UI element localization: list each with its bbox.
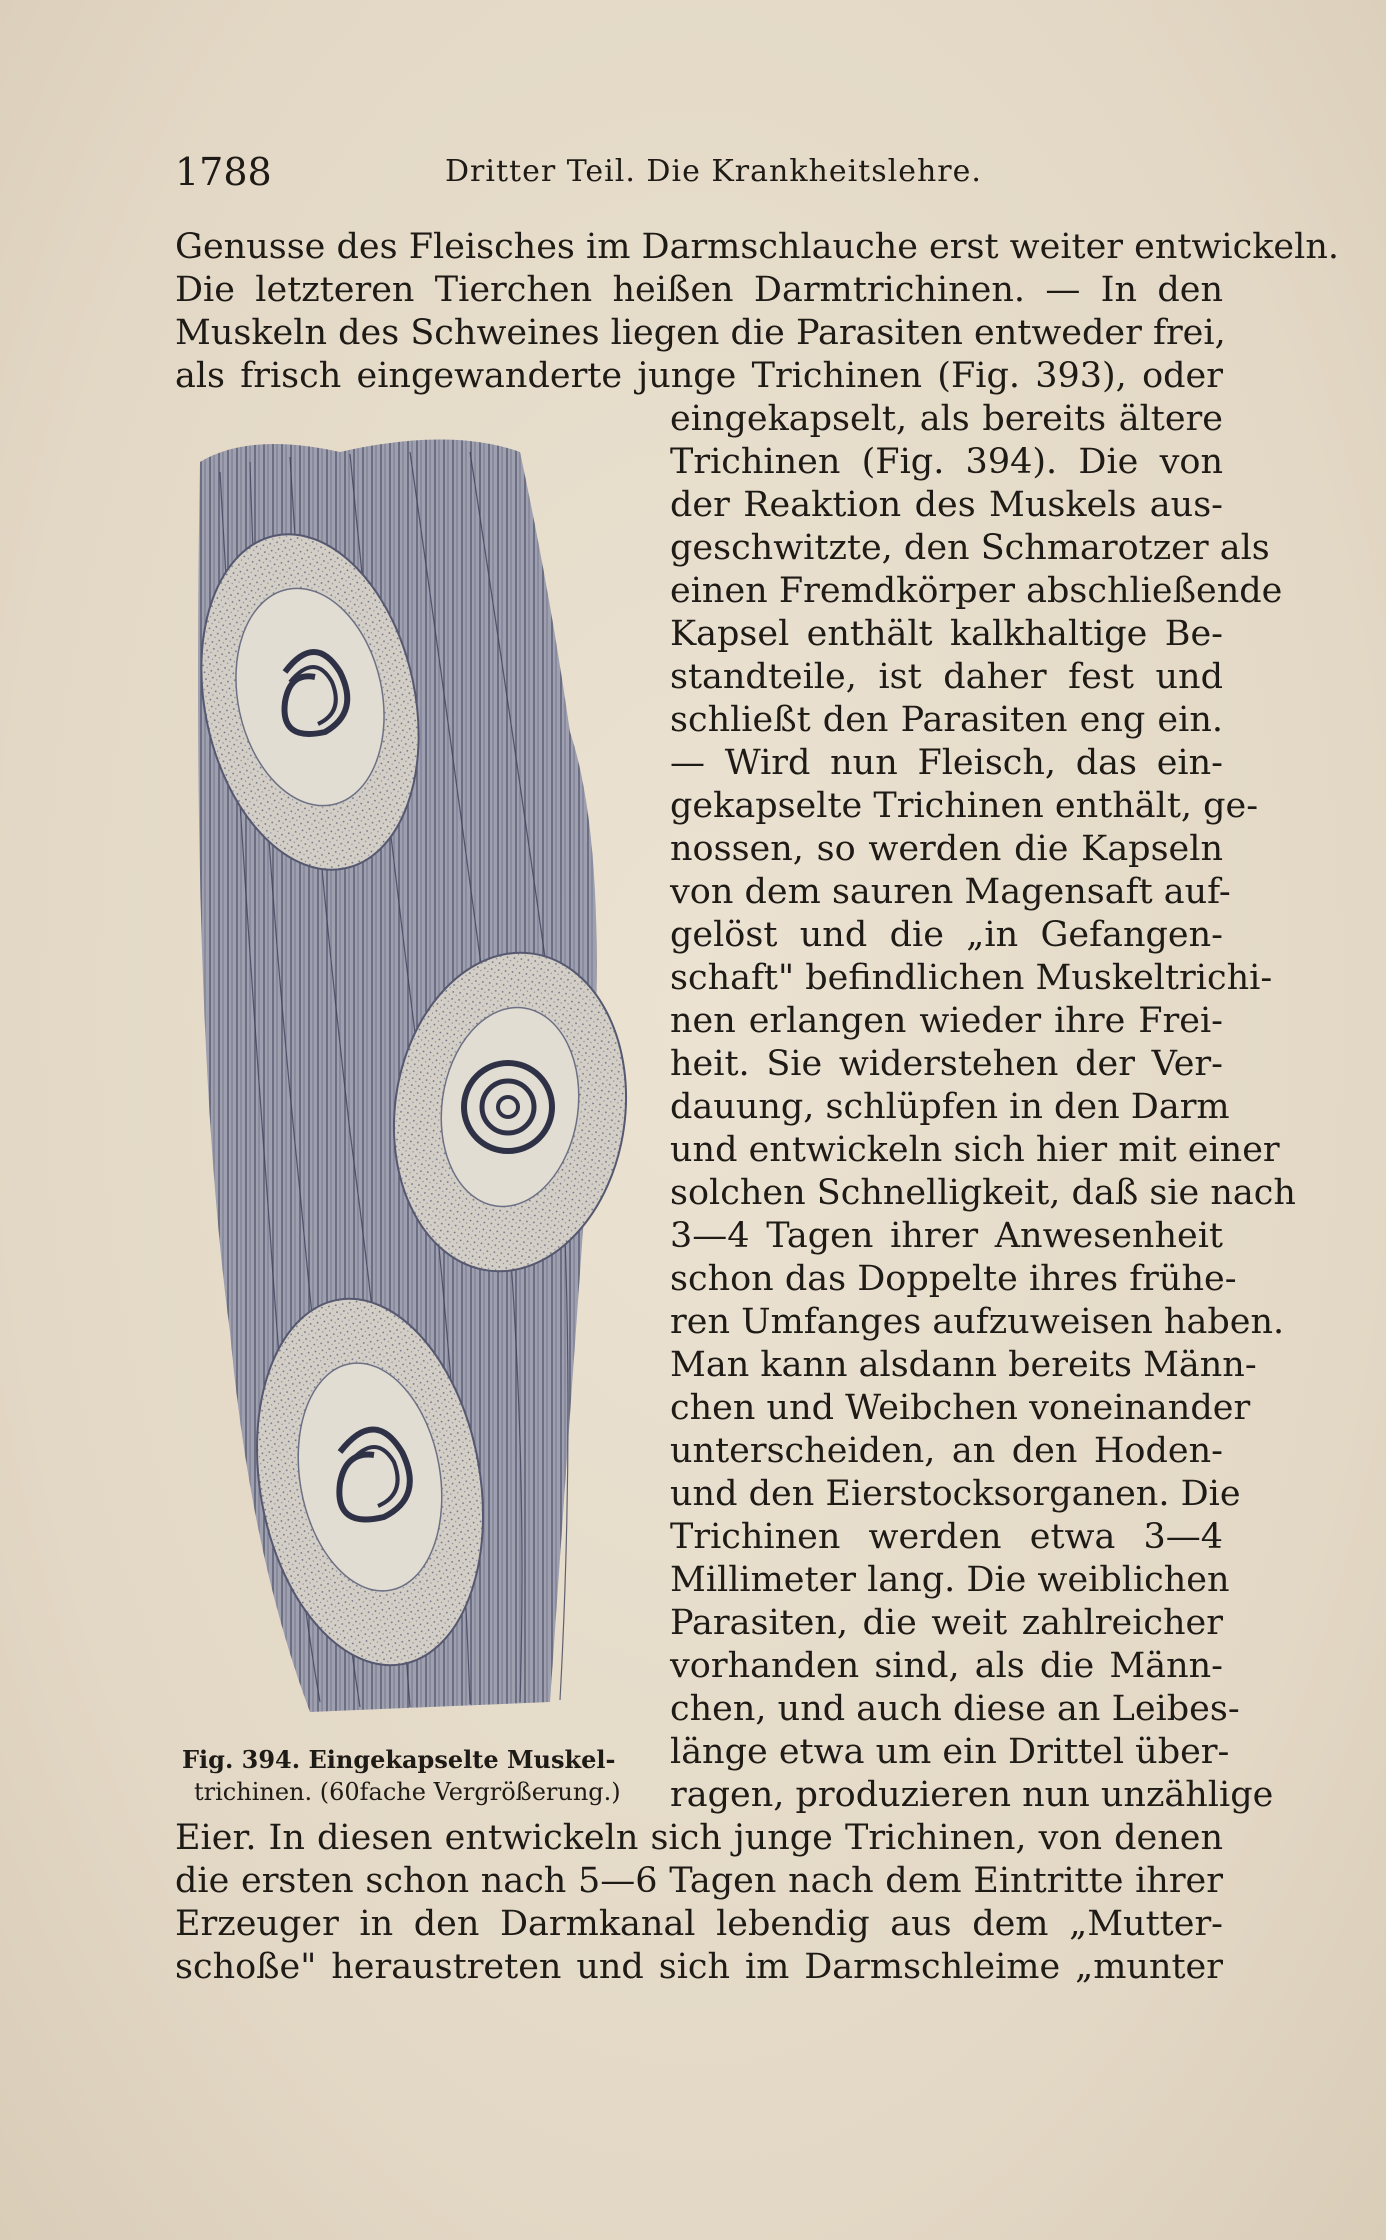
running-head: Dritter Teil. Die Krankheitslehre.	[445, 154, 982, 189]
text-line: Kapsel enthält kalkhaltige Be-	[670, 614, 1223, 654]
text-line: Genusse des Fleisches im Darmschlauche erst weiter entwickeln.	[175, 227, 1340, 267]
text-line: chen und Weibchen voneinander	[670, 1388, 1251, 1428]
text-line: ren Umfanges aufzuweisen haben.	[670, 1302, 1285, 1342]
text-line: schließt den Parasiten eng ein.	[670, 700, 1223, 740]
text-line: ragen, produzieren nun unzählige	[670, 1775, 1274, 1815]
page-number: 1788	[175, 150, 272, 194]
text-line: Die letzteren Tierchen heißen Darmtrichinen. — In den	[175, 270, 1223, 310]
text-line: chen, und auch diese an Leibes-	[670, 1689, 1240, 1729]
text-line: — Wird nun Fleisch, das ein-	[670, 743, 1223, 783]
text-line: dauung, schlüpfen in den Darm	[670, 1087, 1230, 1127]
text-line: und den Eierstocksorganen. Die	[670, 1474, 1241, 1514]
text-line: als frisch eingewanderte junge Trichinen (Fig. 393), oder	[175, 356, 1223, 396]
text-line: nossen, so werden die Kapseln	[670, 829, 1223, 869]
text-line: eingekapselt, als bereits ältere	[670, 399, 1223, 439]
text-line: vorhanden sind, als die Männ-	[670, 1646, 1223, 1686]
text-line: der Reaktion des Muskels aus-	[670, 485, 1223, 525]
text-line: solchen Schnelligkeit, daß sie nach	[670, 1173, 1296, 1213]
text-line: länge etwa um ein Drittel über-	[670, 1732, 1230, 1772]
text-line: die ersten schon nach 5—6 Tagen nach dem Eintritte ihrer	[175, 1861, 1223, 1901]
text-line: von dem sauren Magensaft auf-	[670, 872, 1231, 912]
text-line: standteile, ist daher fest und	[670, 657, 1223, 697]
text-line: schaft" befindlichen Muskeltrichi-	[670, 958, 1273, 998]
text-line: gekapselte Trichinen enthält, ge-	[670, 786, 1259, 826]
text-line: Millimeter lang. Die weiblichen	[670, 1560, 1230, 1600]
text-line: Erzeuger in den Darmkanal lebendig aus dem „Mutter-	[175, 1904, 1223, 1944]
text-line: Man kann alsdann bereits Männ-	[670, 1345, 1257, 1385]
text-line: 3—4 Tagen ihrer Anwesenheit	[670, 1216, 1223, 1256]
trichinae-illustration	[190, 432, 630, 1722]
text-line: Parasiten, die weit zahlreicher	[670, 1603, 1223, 1643]
caption-line: trichinen. (60fache Vergrößerung.)	[194, 1778, 621, 1806]
page-header	[175, 150, 1225, 200]
text-line: nen erlangen wieder ihre Frei-	[670, 1001, 1223, 1041]
text-line: und entwickeln sich hier mit einer	[670, 1130, 1280, 1170]
text-line: unterscheiden, an den Hoden-	[670, 1431, 1223, 1471]
text-line: schon das Doppelte ihres frühe-	[670, 1259, 1237, 1299]
text-line: Muskeln des Schweines liegen die Parasiten entweder frei,	[175, 313, 1226, 353]
text-line: Trichinen (Fig. 394). Die von	[670, 442, 1223, 482]
text-line: Eier. In diesen entwickeln sich junge Trichinen, von denen	[175, 1818, 1223, 1858]
figure-caption	[182, 1744, 642, 1808]
text-line: einen Fremdkörper abschließende	[670, 571, 1283, 611]
text-line: schoße" heraustreten und sich im Darmschleime „munter	[175, 1947, 1223, 1987]
text-line: geschwitzte, den Schmarotzer als	[670, 528, 1270, 568]
text-line: Trichinen werden etwa 3—4	[670, 1517, 1223, 1557]
caption-line: Fig. 394. Eingekapselte Muskel-	[182, 1745, 616, 1774]
text-line: heit. Sie widerstehen der Ver-	[670, 1044, 1223, 1084]
text-line: gelöst und die „in Gefangen-	[670, 915, 1223, 955]
